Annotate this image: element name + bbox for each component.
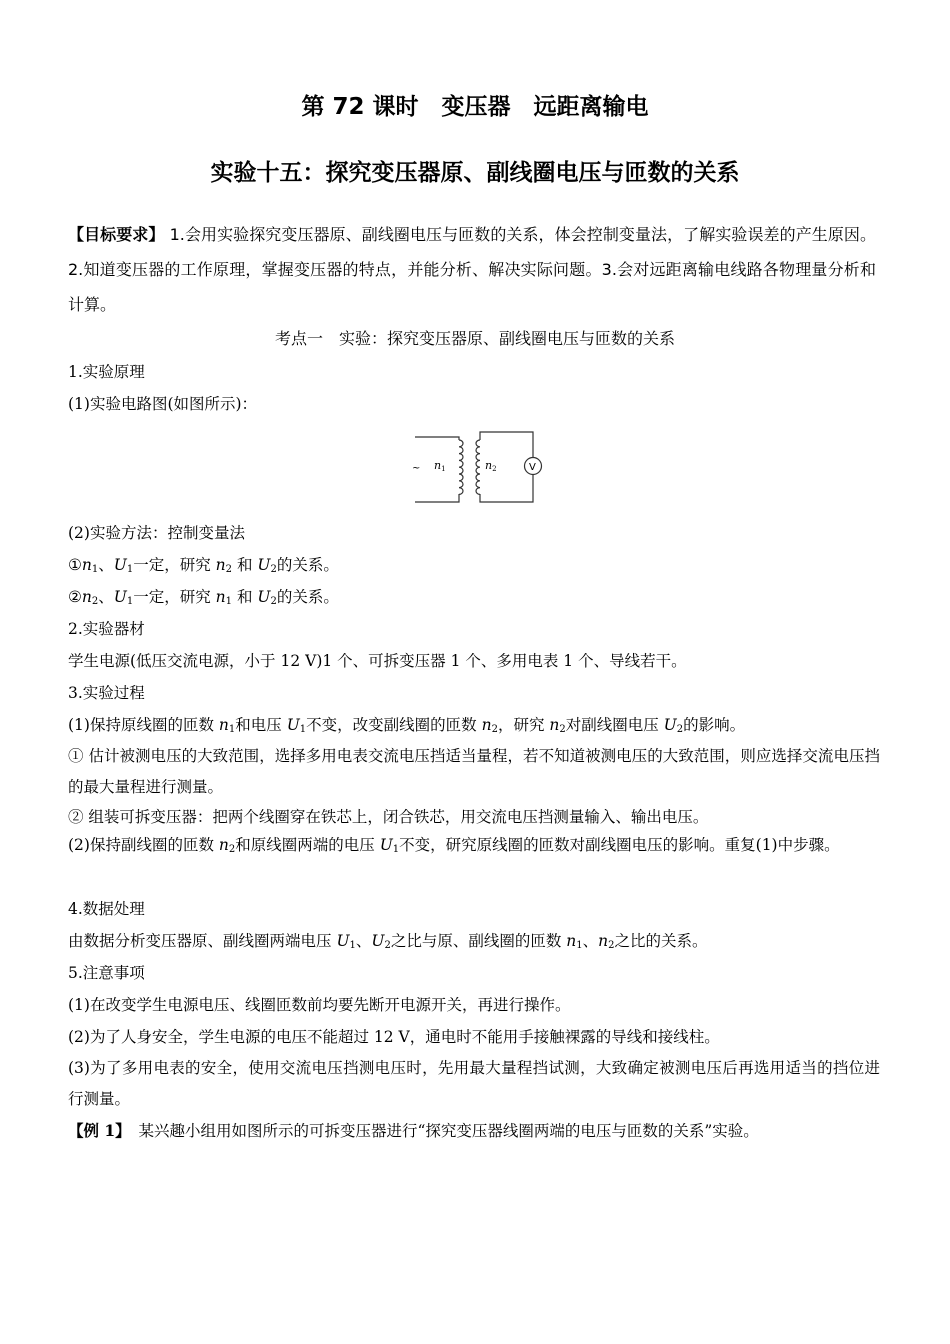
experiment-title: 实验十五：探究变压器原、副线圈电压与匝数的关系 — [210, 160, 740, 186]
method-case-1: $①n_1$、$U_1$一定，研究 $n_2$ 和 $U_2$的关系。 — [68, 556, 339, 575]
section-4-text: 由数据分析变压器原、副线圈两端电压 $U_1$、$U_2$之比与原、副线圈的匝数 $n_1$、$n_2$之比的关系。 — [68, 932, 708, 951]
goal-tag: 【目标要求】 — [68, 225, 165, 244]
method-case-2: $②n_2$、$U_1$一定，研究 $n_1$ 和 $U_2$的关系。 — [68, 588, 339, 607]
section-4-heading: 4.数据处理 — [68, 900, 145, 918]
caution-2: (2)为了人身安全，学生电源的电压不能超过 12 V，通电时不能用手接触裸露的导线和接线柱。 — [68, 1028, 720, 1046]
caution-1: (1)在改变学生电源电压、线圈匝数前均要先断开电源开关，再进行操作。 — [68, 996, 571, 1014]
lesson-title: 第 72 课时 变压器 远距离输电 — [301, 94, 649, 120]
process-step-1: (1)保持原线圈的匝数 $n_1$和电压 $U_1$不变，改变副线圈的匝数 $n_2$，研究 $n_2$对副线圈电压 $U_2$的影响。 — [68, 716, 746, 735]
process-note-1: ① 估计被测电压的大致范围，选择多用电表交流电压挡适当量程，若不知道被测电压的大致范围，则应选择交流电压挡的最大量程进行测量。 — [68, 747, 880, 796]
n1-label: n1 — [434, 459, 446, 473]
caution-3: (3)为了多用电表的安全，使用交流电压挡测电压时，先用最大量程挡试测，大致确定被测电压后再选用适当的挡位进行测量。 — [68, 1059, 880, 1108]
section-3-heading: 3.实验过程 — [68, 684, 145, 702]
example-text: 某兴趣小组用如图所示的可拆变压器进行“探究变压器线圈两端的电压与匝数的关系”实验。 — [138, 1122, 759, 1140]
process-note-2: ② 组装可拆变压器：把两个线圈穿在铁芯上，闭合铁芯，用交流电压挡测量输入、输出电压。 — [68, 808, 709, 826]
kaodian-heading: 考点一 实验：探究变压器原、副线圈电压与匝数的关系 — [274, 329, 675, 348]
example-1 — [68, 1121, 880, 1141]
section-5-heading: 5.注意事项 — [68, 964, 145, 982]
section-1-item-2: (2)实验方法：控制变量法 — [68, 524, 245, 542]
voltmeter-icon: V — [529, 462, 536, 473]
ac-source-symbol: ~ — [412, 463, 421, 474]
n2-label: n2 — [485, 459, 497, 473]
section-1-item-1: (1)实验电路图(如图所示)： — [68, 395, 258, 413]
goal-text: 1.会用实验探究变压器原、副线圈电压与匝数的关系，体会控制变量法，了解实验误差的产生原因。2.知道变压器的工作原理，掌握变压器的特点，并能分析、解决实际问题。3.会对远距离输电线路各物理量分析和计算。 — [68, 225, 876, 314]
process-step-2: (2)保持副线圈的匝数 $n_2$和原线圈两端的电压 $U_1$不变，研究原线圈的匝数对副线圈电压的影响。重复(1)中步骤。 — [68, 836, 840, 855]
section-2-text: 学生电源(低压交流电源，小于 12 V)1 个、可拆变压器 1 个、多用电表 1 个、导线若干。 — [68, 652, 687, 670]
section-1-heading: 1.实验原理 — [68, 363, 145, 381]
transformer-circuit-diagram — [405, 428, 545, 506]
example-tag: 【例 1】 — [68, 1121, 123, 1140]
goal-paragraph — [68, 217, 876, 322]
section-2-heading: 2.实验器材 — [68, 620, 145, 638]
